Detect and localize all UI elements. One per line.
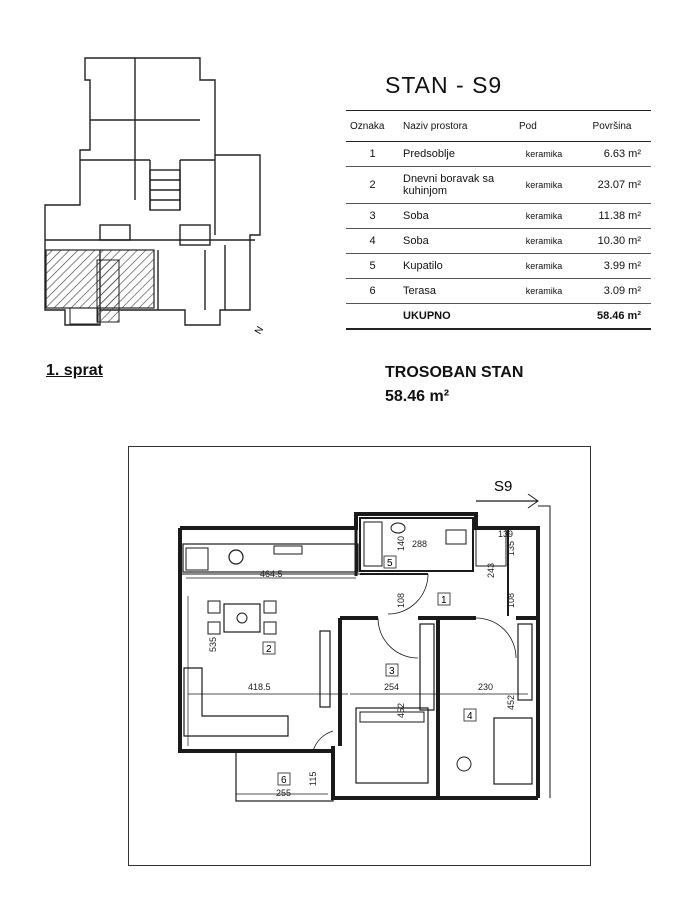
table-header-row — [346, 111, 651, 142]
room-floor: keramika — [515, 254, 573, 279]
dim-452-right: 452 — [506, 694, 516, 710]
dim-418-5: 418.5 — [248, 682, 271, 692]
rooms-table — [346, 110, 651, 330]
room-label-2: 2 — [266, 644, 272, 655]
dim-230: 230 — [478, 682, 494, 692]
dim-255: 255 — [276, 788, 292, 798]
room-name: Soba — [399, 204, 515, 229]
room-floor: keramika — [515, 229, 573, 254]
room-id: 2 — [346, 167, 399, 204]
dim-464-5: 464.5 — [260, 569, 283, 579]
column-header: Površina — [573, 111, 651, 142]
room-floor: keramika — [515, 204, 573, 229]
room-area: 11.38 m² — [573, 204, 651, 229]
dim-243: 243 — [486, 562, 496, 578]
room-id: 6 — [346, 279, 399, 304]
dim-108-right: 108 — [506, 592, 516, 608]
table-total-row — [346, 304, 651, 330]
room-name: Soba — [399, 229, 515, 254]
room-area: 10.30 m² — [573, 229, 651, 254]
total-area: 58.46 m² — [573, 304, 651, 330]
floor-label: 1. sprat — [46, 362, 103, 379]
room-floor: keramika — [515, 142, 573, 167]
table-row — [346, 204, 651, 229]
room-area: 23.07 m² — [573, 167, 651, 204]
dim-108-left: 108 — [396, 592, 406, 608]
table-row — [346, 142, 651, 167]
column-header: Pod — [515, 111, 573, 142]
dim-288: 288 — [412, 539, 428, 549]
dim-535: 535 — [208, 636, 218, 652]
room-id: 5 — [346, 254, 399, 279]
room-area: 3.99 m² — [573, 254, 651, 279]
room-id: 3 — [346, 204, 399, 229]
apartment-title: STAN - S9 — [385, 72, 503, 98]
apartment-area: 58.46 m² — [385, 388, 450, 405]
room-floor: keramika — [515, 167, 573, 204]
floor-plan — [128, 446, 590, 866]
room-label-5: 5 — [387, 558, 393, 569]
room-name: Predsoblje — [399, 142, 515, 167]
room-floor: keramika — [515, 279, 573, 304]
table-row — [346, 279, 651, 304]
dim-452-left: 452 — [396, 702, 406, 718]
room-name: Kupatilo — [399, 254, 515, 279]
table-row — [346, 229, 651, 254]
room-area: 6.63 m² — [573, 142, 651, 167]
dim-135: 135 — [506, 540, 516, 556]
key-plan — [40, 50, 280, 350]
apartment-type: TROSOBAN STAN — [385, 364, 524, 381]
room-label-6: 6 — [281, 775, 287, 786]
table-row — [346, 167, 651, 204]
dim-115: 115 — [308, 771, 318, 786]
dim-139: 139 — [498, 529, 514, 539]
svg-text:N: N — [253, 324, 267, 337]
room-name: Dnevni boravak sa kuhinjom — [399, 167, 515, 204]
dim-140: 140 — [396, 535, 406, 551]
total-label: UKUPNO — [399, 304, 515, 330]
room-id: 4 — [346, 229, 399, 254]
table-row — [346, 254, 651, 279]
room-label-3: 3 — [389, 666, 395, 677]
room-label-4: 4 — [467, 711, 473, 722]
column-header: Naziv prostora — [399, 111, 515, 142]
room-label-1: 1 — [441, 595, 447, 606]
room-id: 1 — [346, 142, 399, 167]
room-area: 3.09 m² — [573, 279, 651, 304]
dim-254: 254 — [384, 682, 400, 692]
unit-marker: S9 — [494, 478, 513, 495]
column-header: Oznaka — [346, 111, 399, 142]
room-name: Terasa — [399, 279, 515, 304]
